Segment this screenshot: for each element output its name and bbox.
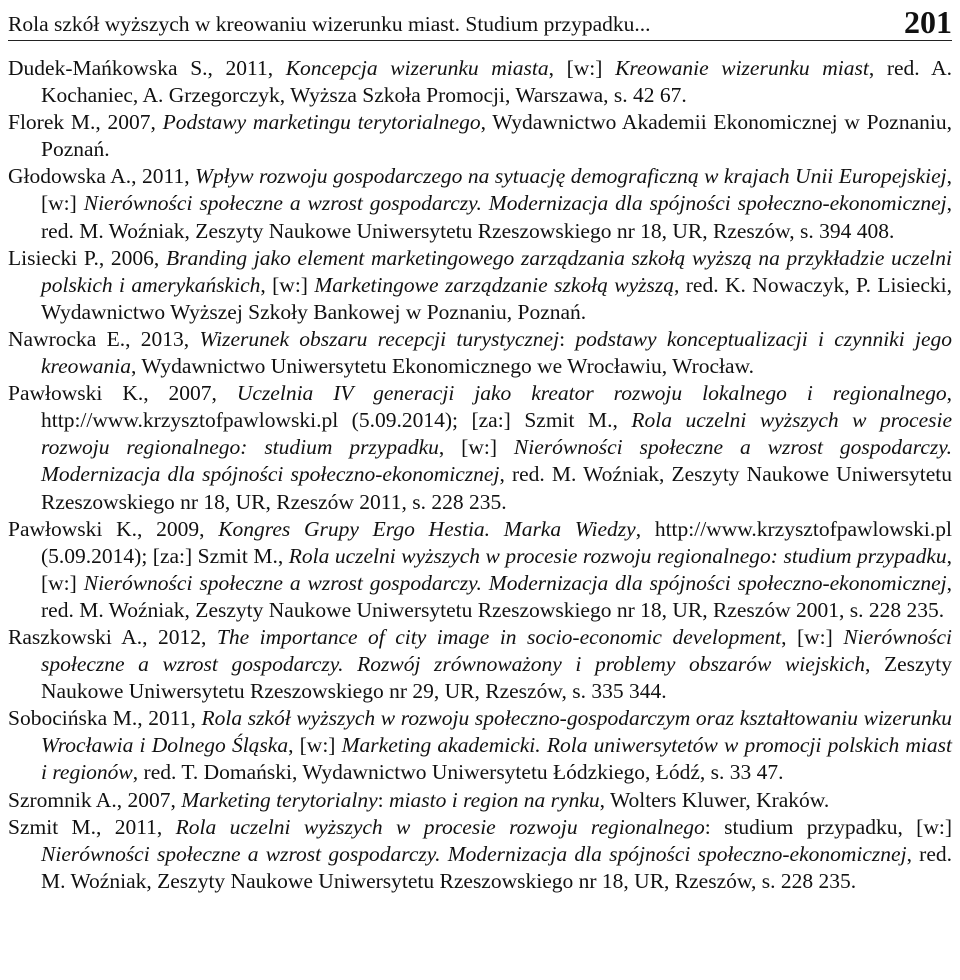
reference-list — [8, 55, 952, 895]
reference-title-italic: Marketing akademicki. Rola uniwersytetów w promocji polskich miast i regionów — [41, 733, 952, 785]
reference-text: , red. A. Kochaniec, A. Grzegorczyk, Wyższa Szkoła Promocji, Warszawa, s. 42 67. — [41, 56, 952, 108]
reference-text: , red. M. Woźniak, Zeszyty Naukowe Uniwersytetu Rzeszowskiego nr 18, UR, Rzeszów, s. 228 235. — [41, 841, 953, 893]
reference-text: Raszkowski A., 2012, — [8, 624, 217, 649]
reference-title-italic: Kreowanie wizerunku miast — [615, 56, 869, 80]
reference-entry — [8, 814, 952, 895]
reference-title-italic: Rola uczelni wyższych w procesie rozwoju regionalnego: studium przypadku — [288, 543, 947, 568]
reference-title-italic: Podstawy marketingu terytorialnego — [162, 110, 481, 135]
reference-text: , [w:] — [41, 543, 952, 595]
reference-title-italic: miasto i region na rynku — [389, 787, 600, 812]
reference-title-italic: Rola uczelni wyższych w procesie rozwoju regionalnego — [175, 814, 705, 839]
reference-text: , http://www.krzysztofpawlowski.pl (5.09.2014); [za:] Szmit M., — [41, 516, 952, 568]
reference-text: , [w:] — [260, 272, 315, 297]
reference-entry — [8, 326, 952, 380]
reference-entry — [8, 705, 952, 786]
reference-text: , red. K. Nowaczyk, P. Lisiecki, Wydawnictwo Wyższej Szkoły Bankowej w Poznaniu, Poznań. — [41, 272, 952, 324]
reference-title-italic: Kongres Grupy Ergo Hestia. Marka Wiedzy — [218, 516, 636, 541]
reference-text: , [w:] — [548, 56, 616, 80]
reference-text: Pawłowski K., 2009, — [8, 516, 219, 541]
reference-text: , red. M. Woźniak, Zeszyty Naukowe Uniwersytetu Rzeszowskiego nr 18, UR, Rzeszów 2001, s. 228 235. — [41, 570, 952, 622]
reference-text: Szmit M., 2011, — [8, 814, 176, 839]
reference-text: Nawrocka E., 2013, — [8, 326, 200, 351]
reference-entry — [8, 516, 952, 624]
reference-text: Szromnik A., 2007, — [8, 787, 182, 812]
running-title: Rola szkół wyższych w kreowaniu wizerunku miast. Studium przypadku... — [8, 12, 651, 36]
reference-text: , [w:] — [288, 733, 342, 758]
reference-text: : — [377, 787, 390, 812]
reference-text: , http://www.krzysztofpawlowski.pl (5.09.2014); [za:] Szmit M., — [41, 381, 952, 433]
reference-title-italic: Koncepcja wizerunku miasta — [285, 56, 549, 80]
reference-text: : studium przypadku, [w:] — [704, 814, 952, 839]
reference-entry — [8, 55, 952, 109]
reference-text: , red. M. Woźniak, Zeszyty Naukowe Uniwersytetu Rzeszowskiego nr 18, UR, Rzeszów 2011, s. 228 235. — [41, 462, 953, 514]
reference-title-italic: Nierówności społeczne a wzrost gospodarczy. Modernizacja dla spójności społeczno-ekonomicznej — [83, 570, 947, 595]
reference-text: , Wydawnictwo Akademii Ekonomicznej w Poznaniu, Poznań. — [41, 110, 952, 162]
reference-text: Głodowska A., 2011, — [8, 164, 196, 189]
reference-title-italic: The importance of city image in socio-economic development — [216, 624, 782, 649]
reference-text: Sobocińska M., 2011, — [8, 706, 202, 731]
reference-text: , [w:] — [438, 435, 514, 460]
reference-text: Dudek-Mańkowska S., 2011, — [8, 56, 286, 80]
reference-title-italic: Wizerunek obszaru recepcji turystycznej — [199, 326, 560, 351]
reference-title-italic: Nierówności społeczne a wzrost gospodarczy. Modernizacja dla spójności społeczno-ekonomicznej — [41, 841, 907, 866]
reference-title-italic: Nierówności społeczne a wzrost gospodarczy. Modernizacja dla spójności społeczno-ekonomicznej — [83, 191, 947, 216]
reference-title-italic: Marketingowe zarządzanie szkołą wyższą — [314, 272, 674, 297]
reference-title-italic: podstawy konceptualizacji i czynniki jego kreowania — [41, 326, 952, 379]
reference-title-italic: Nierówności społeczne a wzrost gospodarczy. Modernizacja dla spójności społeczno-ekonomicznej — [41, 435, 953, 487]
reference-title-italic: Nierówności społeczne a wzrost gospodarczy. Rozwój zrównoważony i problemy obszarów wiejskich — [41, 624, 953, 677]
reference-text: , red. M. Woźniak, Zeszyty Naukowe Uniwersytetu Rzeszowskiego nr 18, UR, Rzeszów, s. 394 408. — [41, 191, 952, 243]
reference-entry — [8, 380, 952, 515]
reference-text: Florek M., 2007, — [8, 110, 163, 135]
reference-title-italic: Marketing terytorialny — [181, 787, 378, 812]
reference-text: , Zeszyty Naukowe Uniwersytetu Rzeszowskiego nr 29, UR, Rzeszów, s. 335 344. — [41, 652, 952, 704]
reference-text: , Wydawnictwo Uniwersytetu Ekonomicznego we Wrocławiu, Wrocław. — [130, 354, 755, 379]
reference-text: , Wolters Kluwer, Kraków. — [599, 787, 830, 812]
reference-title-italic: Rola szkół wyższych w rozwoju społeczno-gospodarczym oraz kształtowaniu wizerunku Wrocławia i Dolnego Śląska — [41, 706, 953, 758]
running-header — [8, 0, 952, 41]
page-number: 201 — [904, 4, 952, 40]
reference-entry — [8, 163, 952, 244]
reference-text: : — [559, 326, 576, 351]
reference-title-italic: Uczelnia IV generacji jako kreator rozwoju lokalnego i regionalnego — [236, 381, 947, 406]
reference-entry — [8, 245, 952, 326]
reference-title-italic: Branding jako element marketingowego zarządzania szkołą wyższą na przykładzie uczelni polskich i amerykańskich — [41, 245, 952, 297]
reference-title-italic: Rola uczelni wyższych w procesie rozwoju regionalnego: studium przypadku — [41, 408, 953, 460]
reference-text: , [w:] — [41, 164, 952, 216]
reference-title-italic: Wpływ rozwoju gospodarczego na sytuację demograficzną w krajach Unii Europejskiej — [195, 164, 947, 189]
reference-entry — [8, 109, 952, 163]
reference-entry — [8, 787, 952, 814]
reference-text: , [w:] — [781, 624, 844, 649]
reference-text: Lisiecki P., 2006, — [8, 245, 166, 270]
reference-entry — [8, 624, 952, 705]
reference-text: , red. T. Domański, Wydawnictwo Uniwersytetu Łódzkiego, Łódź, s. 33 47. — [132, 760, 784, 785]
reference-text: Pawłowski K., 2007, — [8, 381, 237, 406]
